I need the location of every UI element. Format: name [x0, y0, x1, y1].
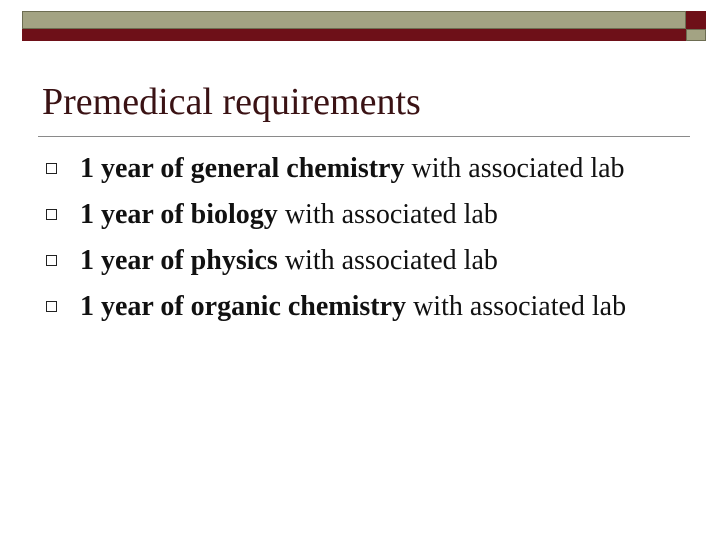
bullet-text: with associated lab: [277, 199, 498, 230]
bullet-item-physics: [46, 242, 676, 280]
hollow-square-bullet-icon: [46, 209, 57, 220]
hollow-square-bullet-icon: [46, 255, 57, 266]
bullet-list: [46, 150, 676, 334]
bullet-text: with associated lab: [406, 291, 627, 322]
bullet-item-biology: [46, 196, 676, 234]
header-square-olive: [686, 29, 706, 41]
title-divider: [38, 136, 690, 137]
header-square-maroon: [686, 11, 706, 29]
hollow-square-bullet-icon: [46, 163, 57, 174]
bullet-bold-text: 1 year of general chemistry: [80, 153, 405, 184]
bullet-item-organic-chemistry: [46, 288, 676, 326]
bullet-bold-text: 1 year of organic chemistry: [80, 291, 407, 322]
slide-title: Premedical requirements: [42, 81, 421, 123]
bullet-item-general-chemistry: [46, 150, 676, 188]
bullet-text: with associated lab: [277, 245, 498, 276]
bullet-bold-text: 1 year of physics: [80, 245, 278, 276]
bullet-text: with associated lab: [404, 153, 625, 184]
hollow-square-bullet-icon: [46, 301, 57, 312]
header-bar-olive: [22, 11, 686, 29]
header-bar-maroon: [22, 29, 686, 41]
bullet-bold-text: 1 year of biology: [80, 199, 278, 230]
